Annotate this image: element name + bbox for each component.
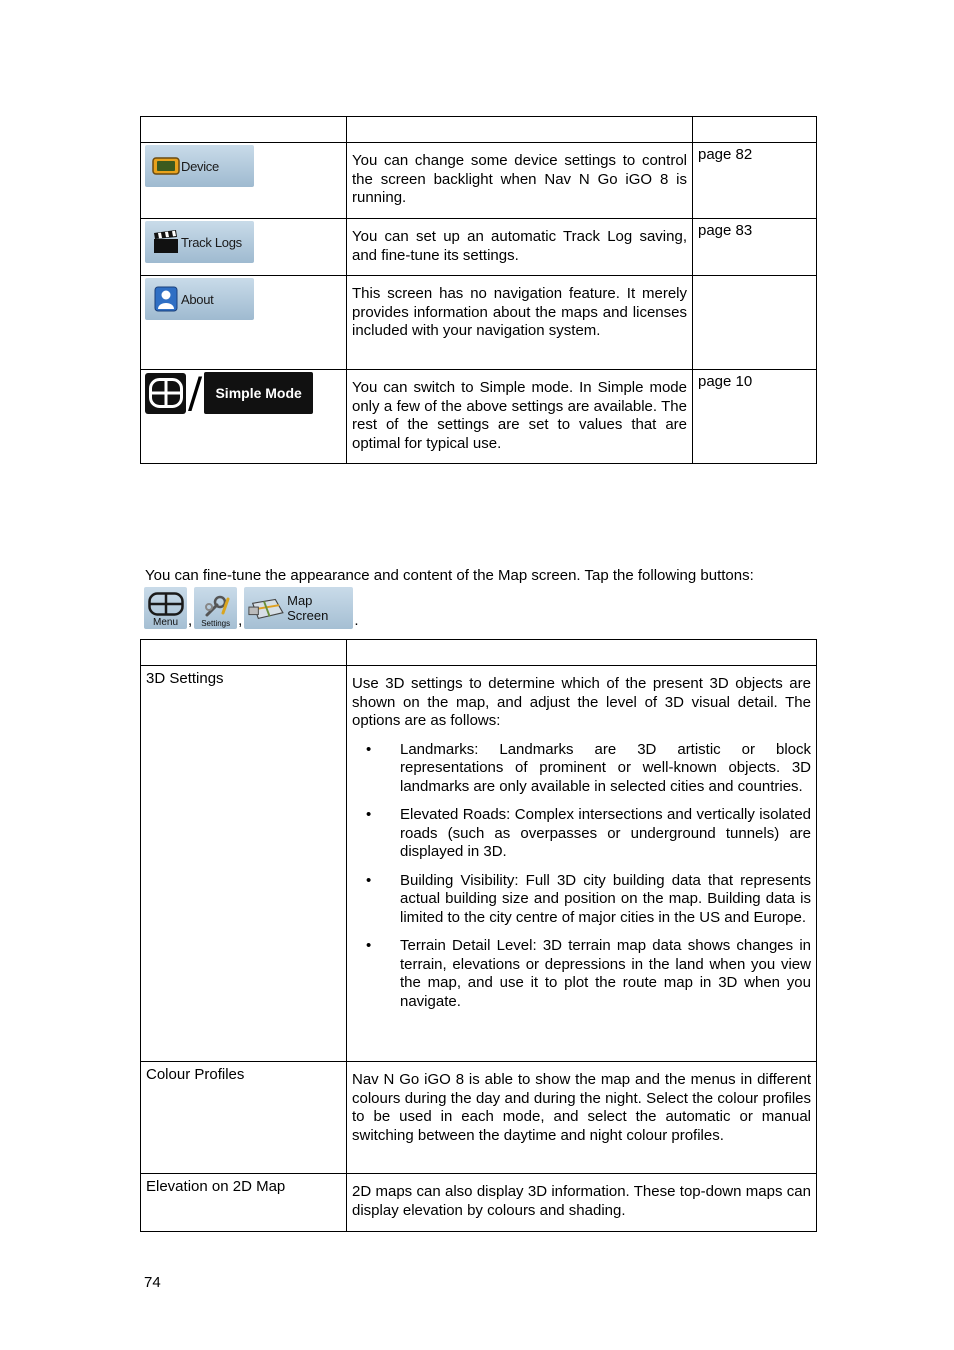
about-button-cell xyxy=(141,276,347,370)
table-row xyxy=(141,143,817,219)
device-page-reference: page 82 xyxy=(693,143,817,219)
settings-table xyxy=(140,116,817,464)
header-cell xyxy=(347,640,817,666)
simple-mode-button-cell xyxy=(141,370,347,464)
table-header-row xyxy=(141,117,817,143)
colour-profiles-description: Nav N Go iGO 8 is able to show the map and the menus in different colours during the day and during the night. Select the colour profiles to be used in each mode, and select the automatic or manual switching between the daytime and night colour profiles. xyxy=(347,1062,817,1174)
3d-settings-cell xyxy=(347,666,817,1062)
page-number: 74 xyxy=(144,1274,161,1291)
list-item: • Terrain Detail Level: 3D terrain map data shows changes in terrain, elevations or depressions in the land when you view the map, and use it to plot the route map in 3D when you navigate. xyxy=(352,937,811,1011)
device-button-label: Device xyxy=(181,158,219,174)
map-screen-icon xyxy=(247,595,285,621)
track-logs-button-cell xyxy=(141,219,347,276)
menu-button[interactable] xyxy=(144,587,187,629)
track-logs-description: You can set up an automatic Track Log saving, and fine-tune its settings. xyxy=(347,219,693,276)
menu-button[interactable] xyxy=(145,373,186,414)
3d-settings-description: Use 3D settings to determine which of the present 3D objects are shown on the map, and adjust the level of 3D visual detail. The options are as follows: xyxy=(352,675,811,729)
separator-slash: / xyxy=(188,368,203,417)
3d-settings-label: 3D Settings xyxy=(141,666,347,1062)
3d-settings-options xyxy=(352,741,811,1012)
settings-button-label: Settings xyxy=(201,619,231,628)
table-row xyxy=(141,370,817,464)
list-item: • Building Visibility: Full 3D city building data that represents actual building size and position on the map. Building data is limited to the city centre of major cities in the US and Europe. xyxy=(352,872,811,928)
list-item: • Elevated Roads: Complex intersections and vertically isolated roads (such as overpasses or underground tunnels) are displayed in 3D. xyxy=(352,806,811,862)
table-header-row xyxy=(141,640,817,666)
clapperboard-icon xyxy=(151,229,181,255)
menu-grid-icon xyxy=(148,592,184,616)
table-row xyxy=(141,666,817,1062)
device-description: You can change some device settings to control the screen backlight when Nav N Go iGO 8 is running. xyxy=(347,143,693,219)
elevation-2d-label: Elevation on 2D Map xyxy=(141,1174,347,1232)
about-page-reference xyxy=(693,276,817,370)
table-row xyxy=(141,219,817,276)
header-cell xyxy=(141,640,347,666)
device-button-cell xyxy=(141,143,347,219)
table-row xyxy=(141,1174,817,1232)
header-cell xyxy=(141,117,347,143)
simple-mode-button[interactable]: Simple Mode xyxy=(204,372,313,414)
intro-text: You can fine-tune the appearance and content of the Map screen. Tap the following buttons: xyxy=(145,567,754,584)
about-button[interactable] xyxy=(145,278,254,320)
track-logs-button-label: Track Logs xyxy=(181,234,242,250)
simple-mode-page-reference: page 10 xyxy=(693,370,817,464)
settings-wrench-icon xyxy=(201,593,231,619)
table-row xyxy=(141,1062,817,1174)
about-description: This screen has no navigation feature. It merely provides information about the maps and licenses included with your navigation system. xyxy=(347,276,693,370)
menu-grid-icon xyxy=(149,378,183,408)
map-settings-table xyxy=(140,639,817,1232)
track-logs-page-reference: page 83 xyxy=(693,219,817,276)
map-screen-button-label: Map Screen xyxy=(287,593,329,623)
header-cell xyxy=(347,117,693,143)
header-cell xyxy=(693,117,817,143)
person-icon xyxy=(151,286,181,312)
simple-mode-description: You can switch to Simple mode. In Simple mode only a few of the above settings are available. The rest of the settings are set to values that are optimal for typical use. xyxy=(347,370,693,464)
colour-profiles-label: Colour Profiles xyxy=(141,1062,347,1174)
comma-separator: , xyxy=(238,612,243,629)
list-item: • Landmarks: Landmarks are 3D artistic or block representations of prominent or well-known objects. 3D landmarks are only available in selected cities and countries. xyxy=(352,741,811,797)
elevation-2d-description: 2D maps can also display 3D information. These top-down maps can display elevation by colours and shading. xyxy=(347,1174,817,1232)
tap-sequence xyxy=(144,585,361,629)
settings-button[interactable] xyxy=(194,587,237,629)
track-logs-button[interactable] xyxy=(145,221,254,263)
about-button-label: About xyxy=(181,291,214,307)
comma-separator: , xyxy=(188,612,193,629)
device-button[interactable] xyxy=(145,145,254,187)
map-screen-button[interactable] xyxy=(244,587,353,629)
menu-button-label: Menu xyxy=(152,617,178,628)
table-row xyxy=(141,276,817,370)
device-icon xyxy=(151,156,181,176)
period: . xyxy=(354,612,359,629)
